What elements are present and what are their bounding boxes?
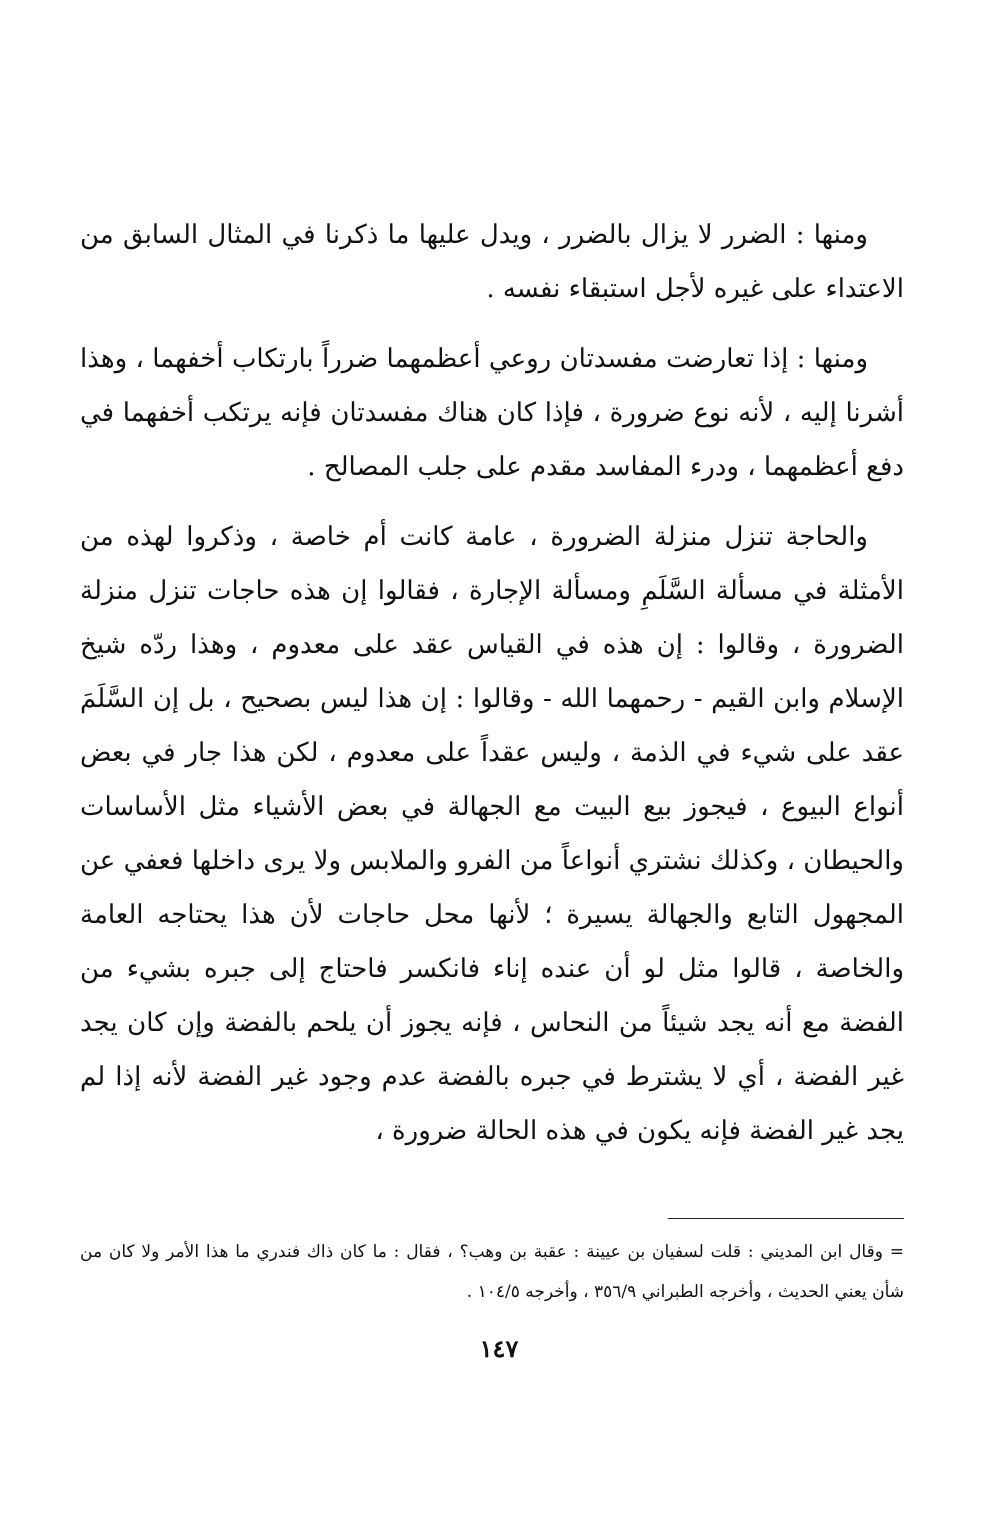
paragraph-2: ومنها : إذا تعارضت مفسدتان روعي أعظمهما ضرراً بارتكاب أخفهما ، وهذا أشرنا إليه ، لأنه نوع ضرورة ، فإذا كان هناك مفسدتان فإنه يرتكب أخفهما في دفع أعظمهما ، ودرء المفاسد مقدم على جلب المصالح .: [80, 344, 904, 482]
main-text: [80, 208, 904, 1174]
paragraph-1: ومنها : الضرر لا يزال بالضرر ، ويدل عليها ما ذكرنا في المثال السابق من الاعتداء على غيره لأجل استبقاء نفسه .: [80, 220, 904, 304]
paragraph-3: والحاجة تنزل منزلة الضرورة ، عامة كانت أم خاصة ، وذكروا لهذه من الأمثلة في مسألة السَّلَمِ ومسألة الإجارة ، فقالوا إن هذه حاجات تنزل منزلة الضرورة ، وقالوا : إن هذه في القياس عقد على معدوم ، وهذا ردّه شيخ الإسلام وابن القيم - رحمهما الله - وقالوا : إن هذا ليس بصحيح ، بل إن السَّلَمَ عقد على شيء في الذمة ، وليس عقداً على معدوم ، لكن هذا جار في بعض أنواع البيوع ، فيجوز بيع البيت مع الجهالة في بعض الأشياء مثل الأساسات والحيطان ، وكذلك نشتري أنواعاً من الفرو والملابس ولا يرى داخلها فعفي عن المجهول التابع والجهالة يسيرة ؛ لأنها محل حاجات لأن هذا يحتاجه العامة والخاصة ، قالوا مثل لو أن عنده إناء فانكسر فاحتاج إلى جبره بشيء من الفضة مع أنه يجد شيئاً من النحاس ، فإنه يجوز أن يلحم بالفضة وإن كان يجد غير الفضة ، أي لا يشترط في جبره بالفضة عدم وجود غير الفضة لأنه إذا لم يجد غير الفضة فإنه يكون في هذه الحالة ضرورة ،: [80, 522, 904, 1146]
footnotes: [80, 1232, 904, 1312]
footnote-separator: [668, 1218, 904, 1219]
page-number: ١٤٧: [479, 1334, 519, 1363]
footnote-text: = وقال ابن المديني : قلت لسفيان بن عيينة : عقبة بن وهب؟ ، فقال : ما كان ذاك فندري ما هذا الأمر ولا كان من شأن يعني الحديث ، وأخرجه الطبراني ٣٥٦/٩ ، وأخرجه ١٠٤/٥ .: [80, 1242, 904, 1302]
